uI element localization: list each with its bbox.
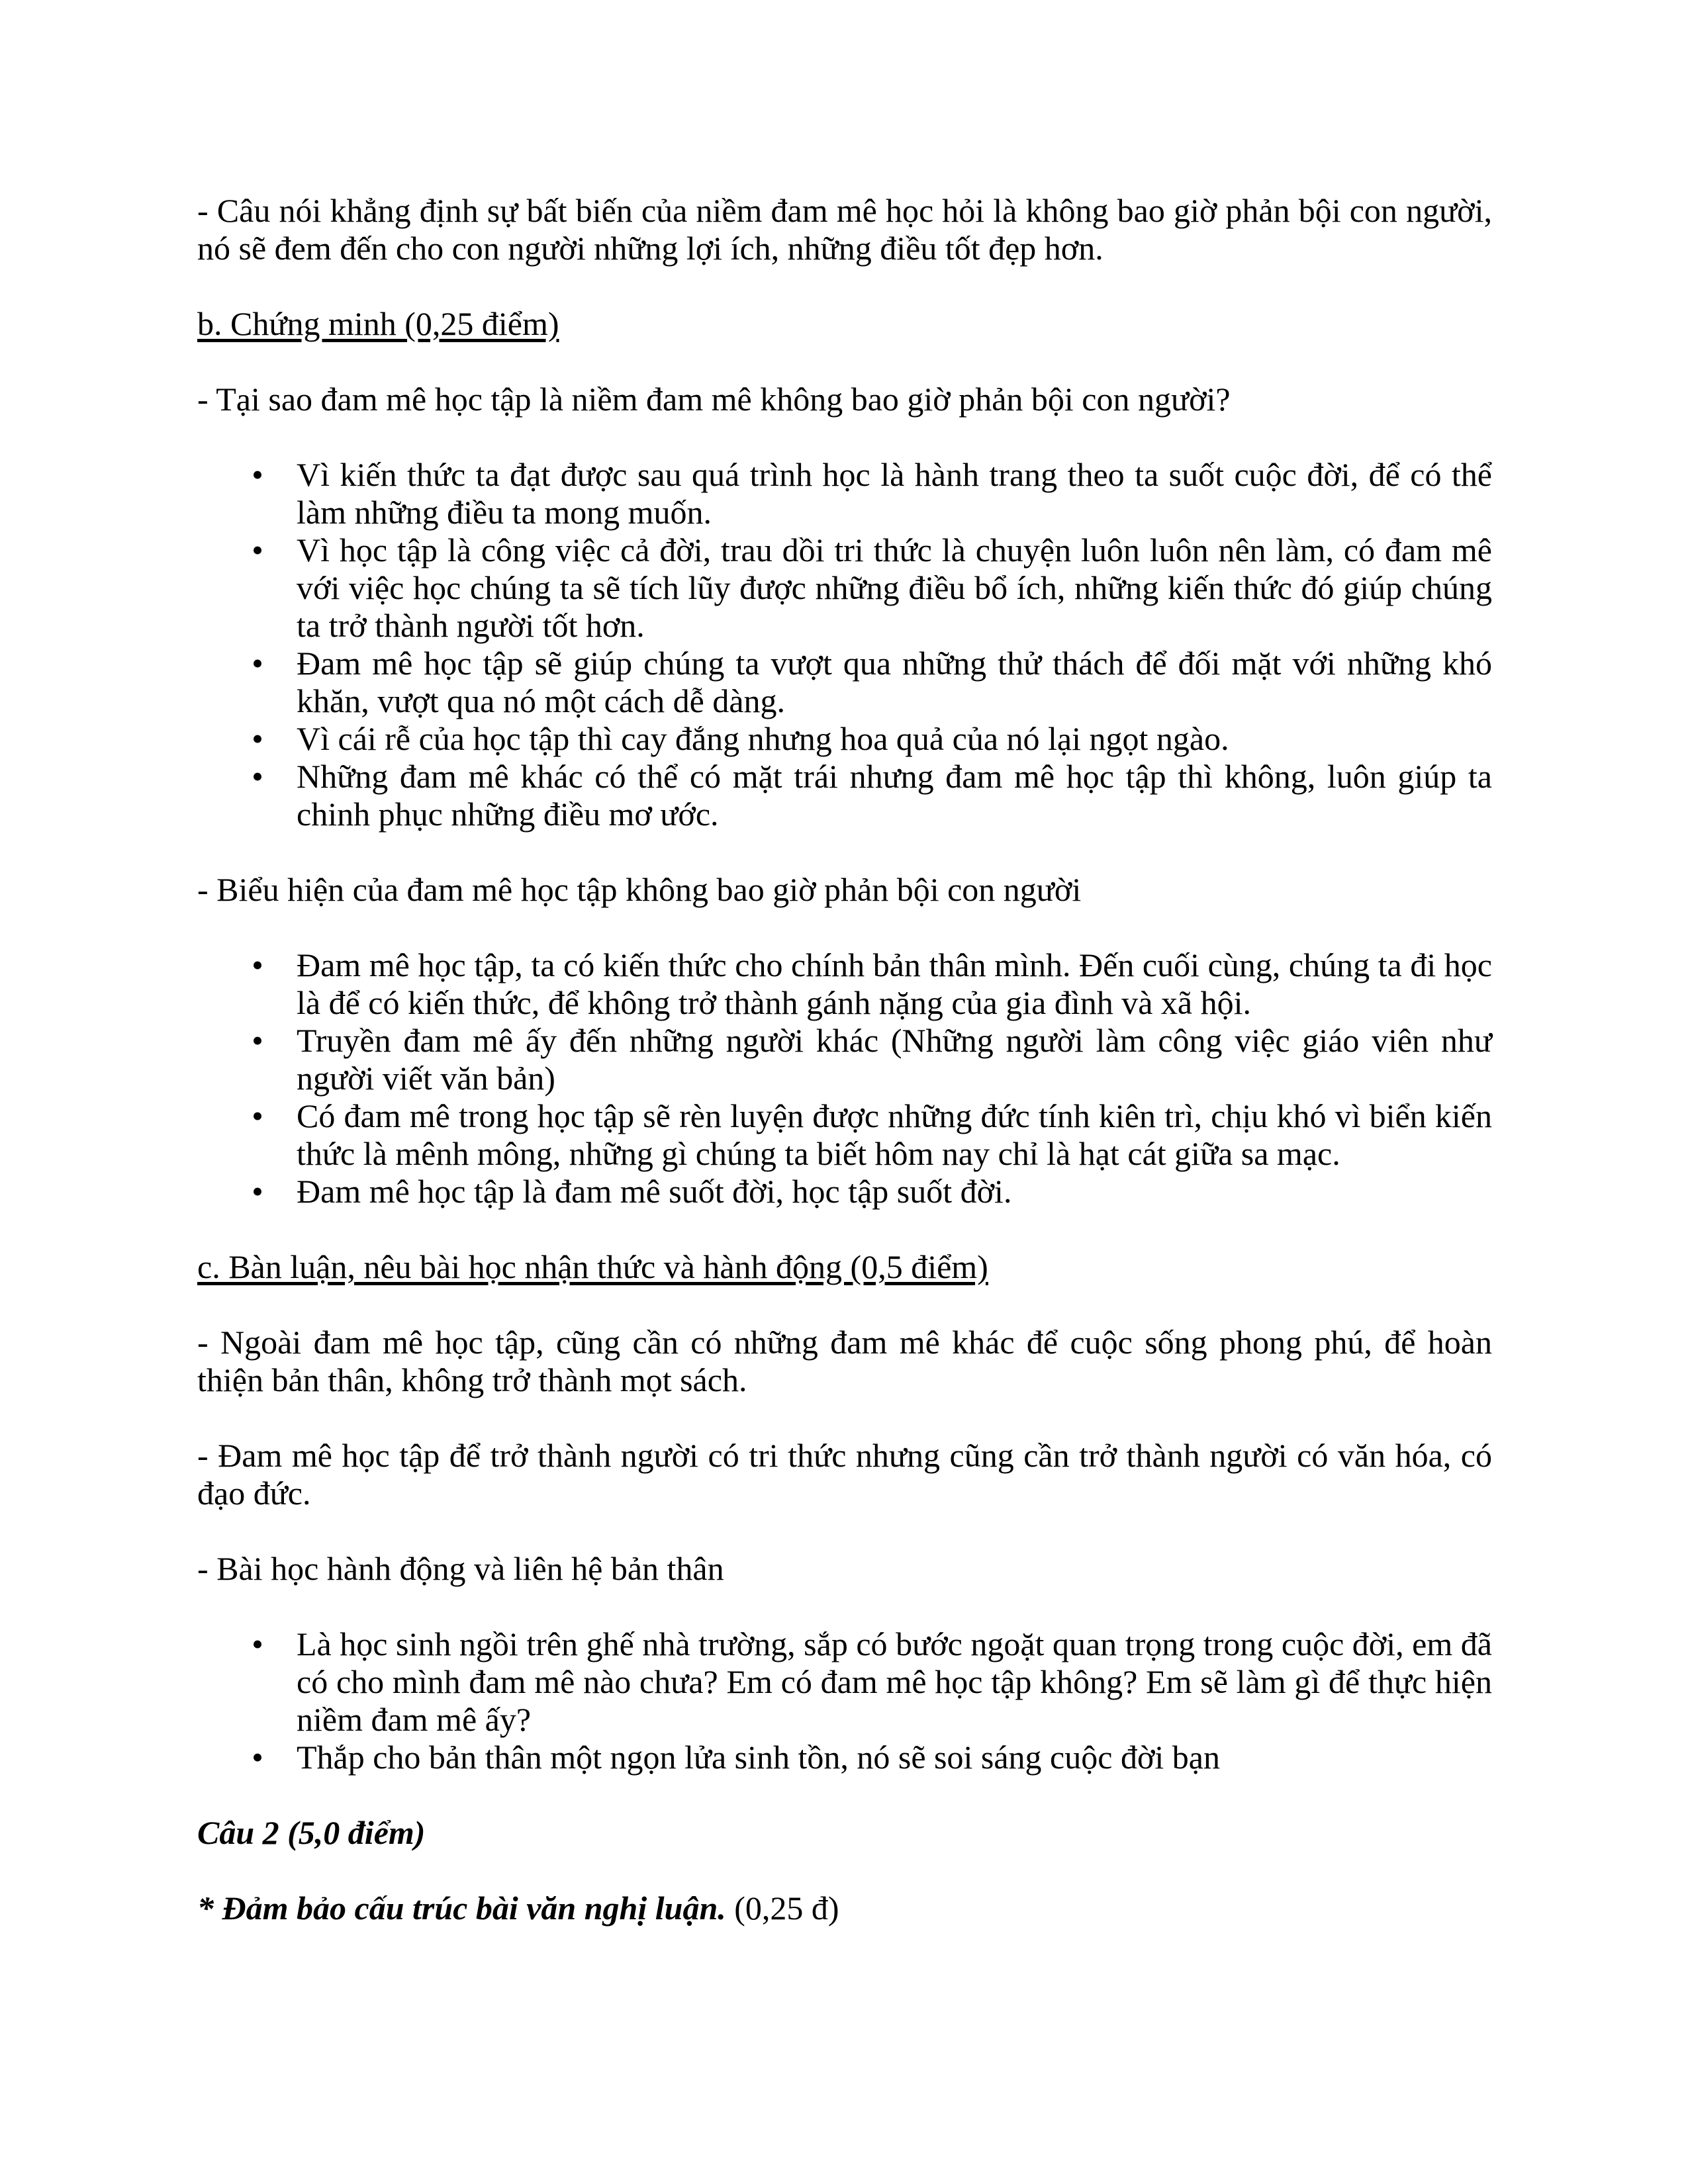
bullet-icon: •: [252, 645, 263, 682]
cau-2-structure-line: [197, 1889, 1492, 1927]
bullet-icon: •: [252, 456, 263, 493]
list-item: • Vì cái rễ của học tập thì cay đắng nhưng hoa quả của nó lại ngọt ngào.: [197, 720, 1492, 758]
bullet-icon: •: [252, 758, 263, 795]
cau-2-structure-label: * Đảm bảo cấu trúc bài văn nghị luận.: [197, 1889, 726, 1927]
list-item: • Đam mê học tập, ta có kiến thức cho chính bản thân mình. Đến cuối cùng, chúng ta đi học là để có kiến thức, để không trở thành gánh nặng của gia đình và xã hội.: [197, 946, 1492, 1022]
bullet-icon: •: [252, 720, 263, 757]
list-item: • Vì học tập là công việc cả đời, trau dồi tri thức là chuyện luôn luôn nên làm, có đam mê với việc học chúng ta sẽ tích lũy được những điều bổ ích, những kiến thức đó giúp chúng ta trở thành người tốt hơn.: [197, 531, 1492, 645]
cau-2-title: Câu 2 (5,0 điểm): [197, 1814, 426, 1851]
list-item: • Đam mê học tập sẽ giúp chúng ta vượt qua những thử thách để đối mặt với những khó khăn, vượt qua nó một cách dễ dàng.: [197, 645, 1492, 720]
section-c-heading: c. Bàn luận, nêu bài học nhận thức và hành động (0,5 điểm): [197, 1248, 988, 1285]
bullet-icon: •: [252, 1097, 263, 1134]
bullet-icon: •: [252, 1625, 263, 1662]
section-c-paragraph-1: - Ngoài đam mê học tập, cũng cần có những đam mê khác để cuộc sống phong phú, để hoàn thiện bản thân, không trở thành mọt sách.: [197, 1324, 1492, 1398]
list-item: • Truyền đam mê ấy đến những người khác (Những người làm công việc giáo viên như người viết văn bản): [197, 1022, 1492, 1097]
section-c-paragraph-3: - Bài học hành động và liên hệ bản thân: [197, 1550, 724, 1587]
section-b-q1-list: [197, 456, 1492, 833]
bullet-icon: •: [252, 946, 263, 983]
bullet-icon: •: [252, 1739, 263, 1776]
section-b-q2-list: [197, 946, 1492, 1210]
section-b-heading: b. Chứng minh (0,25 điểm): [197, 305, 559, 342]
intro-paragraph: - Câu nói khẳng định sự bất biến của niềm đam mê học hỏi là không bao giờ phản bội con người, nó sẽ đem đến cho con người những lợi ích, những điều tốt đẹp hơn.: [197, 192, 1492, 267]
section-c-paragraph-2: - Đam mê học tập để trở thành người có tri thức nhưng cũng cần trở thành người có văn hóa, có đạo đức.: [197, 1437, 1492, 1512]
bullet-icon: •: [252, 1022, 263, 1059]
section-c-action-list: [197, 1625, 1492, 1776]
bullet-icon: •: [252, 531, 263, 569]
list-item: • Có đam mê trong học tập sẽ rèn luyện được những đức tính kiên trì, chịu khó vì biển kiến thức là mênh mông, những gì chúng ta biết hôm nay chỉ là hạt cát giữa sa mạc.: [197, 1097, 1492, 1173]
bullet-icon: •: [252, 1173, 263, 1210]
list-item: • Thắp cho bản thân một ngọn lửa sinh tồn, nó sẽ soi sáng cuộc đời bạn: [197, 1739, 1492, 1776]
list-item: • Là học sinh ngồi trên ghế nhà trường, sắp có bước ngoặt quan trọng trong cuộc đời, em đã có cho mình đam mê nào chưa? Em có đam mê học tập không? Em sẽ làm gì để thực hiện niềm đam mê ấy?: [197, 1625, 1492, 1739]
section-b-question-1: - Tại sao đam mê học tập là niềm đam mê không bao giờ phản bội con người?: [197, 381, 1231, 418]
list-item: • Những đam mê khác có thể có mặt trái nhưng đam mê học tập thì không, luôn giúp ta chinh phục những điều mơ ước.: [197, 758, 1492, 833]
section-b-question-2: - Biểu hiện của đam mê học tập không bao giờ phản bội con người: [197, 871, 1082, 908]
cau-2-structure-score: (0,25 đ): [726, 1889, 839, 1927]
list-item: • Vì kiến thức ta đạt được sau quá trình học là hành trang theo ta suốt cuộc đời, để có thể làm những điều ta mong muốn.: [197, 456, 1492, 531]
list-item: • Đam mê học tập là đam mê suốt đời, học tập suốt đời.: [197, 1173, 1492, 1210]
document-page: [197, 192, 1492, 1965]
